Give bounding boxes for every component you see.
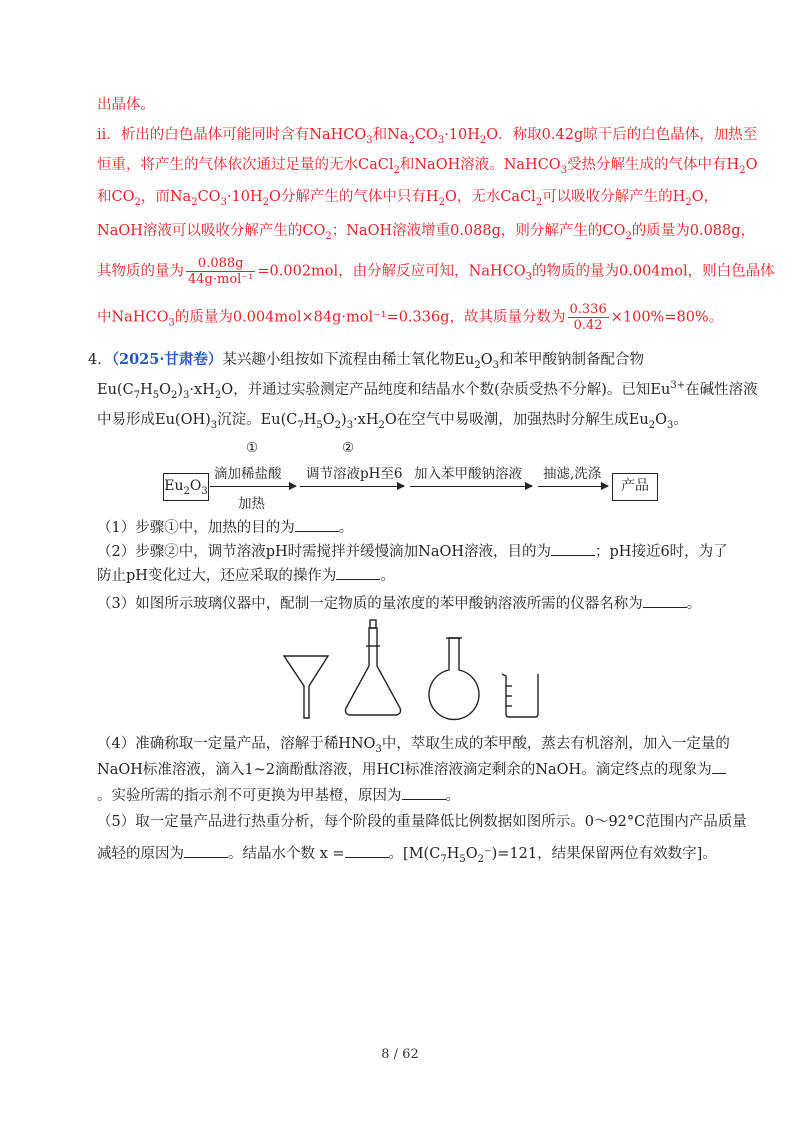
fraction-mass: $\frac{0.336}{0.42}$ [569, 302, 607, 333]
sub-question-2-line-1: （2）步骤②中，调节溶液pH时需搅拌并缓慢滴加NaOH溶液，目的为 ；pH接近6时，为了 [97, 544, 728, 560]
page-number: 8 / 62 [381, 1047, 419, 1062]
round-bottom-flask-icon [429, 638, 479, 719]
answer-line-6: 其物质的量为 $\frac{0.088g}{\text{44g·mol⁻¹}}$ =0.002mol，由分解反应可知，NaHCO$_3$的物质的量为0.004mol，则白色晶体 [97, 256, 775, 287]
fraction-moles: $\frac{0.088g}{\text{44g·mol⁻¹}}$ [188, 256, 254, 287]
question-4-line-1: 4．（2025·甘肃卷）某兴趣小组按如下流程由稀土氧化物$Eu_2O_3$和苯甲酸钠制备配合物 [88, 351, 644, 371]
flow-step2-mark: ② [342, 440, 355, 456]
answer-blank[interactable] [184, 845, 228, 858]
beaker-icon [502, 674, 538, 717]
sub-question-4-line-3: 。实验所需的指示剂不可更换为甲基橙，原因为 。 [97, 788, 460, 804]
answer-blank[interactable] [551, 543, 595, 556]
answer-line-1: 出晶体。 [97, 97, 155, 113]
sub-question-3: （3）如图所示玻璃仪器中，配制一定物质的量浓度的苯甲酸钠溶液所需的仪器名称为 。 [97, 596, 702, 612]
sub-question-1: （1）步骤①中，加热的目的为 。 [97, 520, 354, 536]
question-4-line-3: 中易形成$Eu(OH)_3$沉淀。$Eu(C_7H_5O_2)_3\cdot xH_2O$在空气中易吸潮，加强热时分解生成$Eu_2O_3$。 [97, 412, 688, 431]
answer-line-7: 中NaHCO$_3$的质量为0.004mol×84g·mol⁻¹=0.336g，故其质量分数为 $\frac{0.336}{0.42}$ ×100%=80%。 [97, 302, 724, 333]
answer-line-5: NaOH溶液可以吸收分解产生的$CO_2$；NaOH溶液增重0.088g，则分解产生的$CO_2$的质量为0.088g， [97, 223, 756, 242]
answer-blank[interactable] [402, 787, 446, 800]
glassware-figure [280, 618, 540, 723]
sub-question-2-line-2: 防止pH变化过大，还应采取的操作为 。 [97, 568, 395, 584]
funnel-icon [284, 656, 328, 718]
answer-blank[interactable] [345, 845, 389, 858]
sub-question-4-line-1: （4）准确称取一定量产品，溶解于稀$HNO_3$中，萃取生成的苯甲酸，蒸去有机溶剂，加入一定量的 [97, 736, 730, 755]
flow-step4-label: 抽滤,洗涤 [543, 466, 602, 482]
answer-blank[interactable] [336, 567, 380, 580]
question-source: （2025·甘肃卷） [111, 351, 223, 368]
volumetric-flask-icon [346, 620, 401, 715]
answer-line-2: ii．析出的白色晶体可能同时含有NaHCO$_3$和$Na_2CO_3\cdot 10H_2O$．称取0.42g晾干后的白色晶体，加热至 [97, 127, 758, 146]
flow-step1-label: 滴加稀盐酸 [214, 466, 282, 482]
sub-question-5-line-2: 减轻的原因为 。结晶水个数 x = 。[$M(C_7H_5O_2^-)=121$，结果保留两位有效数字]。 [97, 846, 717, 865]
answer-blank[interactable] [295, 519, 339, 532]
flow-arrow-1 [210, 486, 296, 487]
flow-step3-label: 加入苯甲酸钠溶液 [414, 466, 522, 482]
flow-arrow-3 [410, 486, 532, 487]
answer-line-4: 和$CO_2$，而$Na_2CO_3\cdot 10H_2O$分解产生的气体中只有$H_2O$，无水CaCl$_2$可以吸收分解产生的$H_2O$， [97, 189, 719, 208]
answer-blank[interactable] [643, 595, 687, 608]
flow-start-box: $Eu_2O_3$ [163, 473, 209, 501]
flow-step1-condition: 加热 [238, 496, 265, 512]
flow-end-box: 产品 [612, 473, 658, 501]
sub-question-5-line-1: （5）取一定量产品进行热重分析，每个阶段的重量降低比例数据如图所示。0～92°C范围内产品质量 [97, 814, 747, 830]
answer-line-3: 恒重，将产生的气体依次通过足量的无水CaCl$_2$和NaOH溶液。NaHCO$_3$受热分解生成的气体中有$H_2O$ [97, 157, 758, 176]
question-4-line-2: $Eu(C_7H_5O_2)_3\cdot xH_2O$，并通过实验测定产品纯度和结晶水个数(杂质受热不分解)。已知$Eu^{3+}$在碱性溶液 [97, 380, 758, 401]
sub-question-4-line-2: NaOH标准溶液，滴入1~2滴酚酞溶液，用HCl标准溶液滴定剩余的NaOH。滴定终点的现象为 [97, 760, 730, 780]
flow-step1-mark: ① [246, 440, 259, 456]
answer-blank[interactable] [712, 761, 726, 774]
flow-step2-label: 调节溶液pH至6 [306, 466, 403, 482]
flow-arrow-4 [538, 486, 608, 487]
flow-arrow-2 [300, 486, 404, 487]
